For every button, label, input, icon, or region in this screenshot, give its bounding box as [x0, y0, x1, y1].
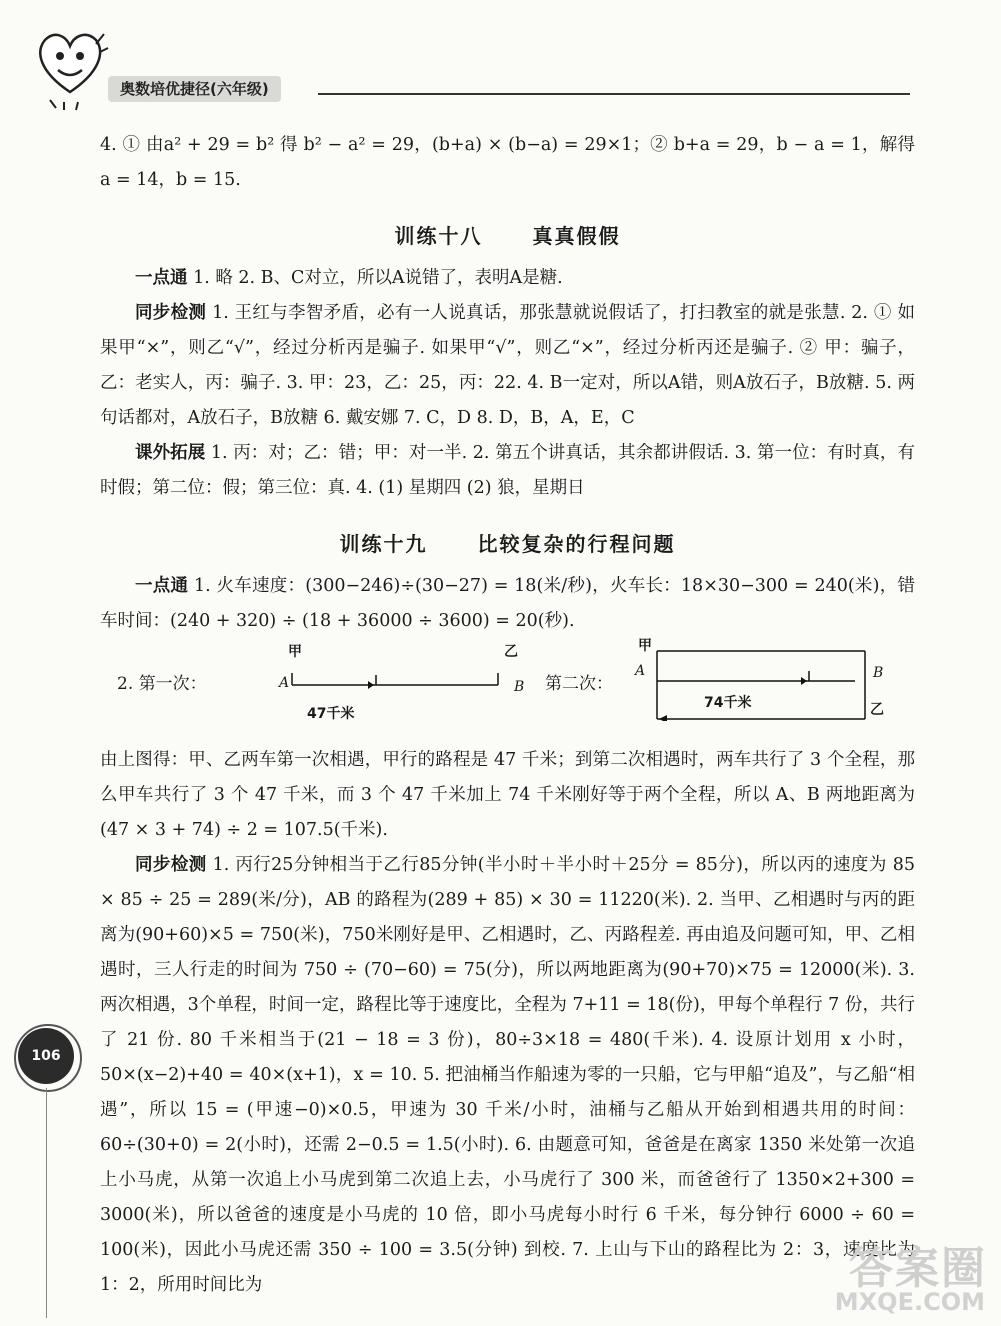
s18-text-1: 1. 略 2. B、C对立，所以A说错了，表明A是糖.: [187, 268, 563, 288]
section-19-number: 训练十九: [339, 532, 428, 556]
s19-text-3: 1. 丙行25分钟相当于乙行85分钟(半小时＋半小时＋25分 = 85分)，所以丙的速度为 85 × 85 ÷ 25 = 289(米/分)，AB 的路程为(289 + 85) × 30 = 11220(米). 2. 当甲、乙相遇时与丙的距离为(90+60)×5 = 750(米)，750米刚好是甲、乙相遇时，乙、丙路程差. 再由追及问题可知，甲、乙相遇时，三人行走的时间为 750 ÷ (70−60) = 75(分)，所以两地距离为(90+70)×75 = 12000(米). 3. 两次相遇，3个单程，时间一定，路程比等于速度比，全程为 7+11 = 18(份)，甲每个单程行 7 份，共行了 21 份. 80 千米相当于(21 − 18 = 3 份)，80÷3×18 = 480(千米). 4. 设原计划用 x 小时，50×(x−2)+40 = 40×(x+1)，x = 10. 5. 把油桶当作船速为零的一只船，它与甲船“追及”，与乙船“相遇”，所以 15 = (甲速−0)×0.5，甲速为 30 千米/小时，油桶与乙船从开始到相遇共用的时间：60÷(30+0) = 2(小时)，还需 2−0.5 = 1.5(小时). 6. 由题意可知，爸爸是在离家 1350 米处第一次追上小马虎，从第一次追上小马虎到第二次追上去，小马虎行了 300 米，而爸爸行了 1350×2+300 = 3000(米)，所以爸爸的速度是小马虎的 10 倍，即小马虎每小时行 6 千米，每分钟行 6000 ÷ 60 = 100(米)，因此小马虎还需 350 ÷ 100 = 3.5(分钟) 到校. 7. 上山与下山的路程比为 2：3，速度比为 1：2，所用时间比为: [100, 855, 916, 1295]
s18-text-3: 1. 丙：对；乙：错；甲：对一半. 2. 第五个讲真话，其余都讲假话. 3. 第一位：有时真，有时假；第二位：假；第三位：真. 4. (1) 星期四 (2) 狼，星期日: [100, 443, 915, 498]
heart-mascot-icon: [30, 22, 110, 112]
meeting-diagram: [100, 638, 915, 741]
book-title-tag: 奥数培优捷径(六年级): [108, 76, 281, 102]
s19-paragraph-2: 由上图得：甲、乙两车第一次相遇，甲行的路程是 47 千米；到第二次相遇时，两车共行了 3 个全程，那么甲车共行了 3 个 47 千米，而 3 个 47 千米加上 74 千米刚好等于两个全程，所以 A、B 两地距离为(47 × 3 + 74) ÷ 2 = 107.5(千米).: [100, 750, 915, 840]
diagram-second-label: 第二次：: [545, 674, 613, 694]
s18-label-kewai: 课外拓展: [135, 443, 206, 463]
header-rule: [318, 93, 910, 95]
s18-text-2: 1. 王红与李智矛盾，必有一人说真话，那张慧就说假话了，打扫教室的就是张慧. 2. ① 如果甲“×”，则乙“√”，经过分析丙是骗子. 如果甲“√”，则乙“×”，经过分析丙还是骗子. ② 甲：骗子，乙：老实人，丙：骗子. 3. 甲：23，乙：25，丙：22. 4. B一定对，所以A错，则A放石子，B放糖. 5. 两句话都对，A放石子，B放糖 6. 戴安娜 7. C，D 8. D，B，A，E，C: [100, 303, 915, 428]
diagram2-distance-label: 74千米: [704, 695, 752, 711]
watermark-url: MXQE.COM: [834, 1288, 985, 1316]
diagram1-b-label: B: [514, 679, 525, 695]
s19-label-yidiantong: 一点通: [135, 576, 189, 596]
diagram1-distance-label: 47千米: [307, 706, 355, 722]
s19-text-1: 1. 火车速度：(300−246)÷(30−27) = 18(米/秒)，火车长：18×30−300 = 240(米)，错车时间：(240 + 320) ÷ (18 + 36000 ÷ 3600) = 20(秒).: [100, 576, 915, 631]
diagram2-line: [655, 645, 870, 721]
section-18-name: 真真假假: [532, 224, 621, 248]
s19-paragraph-1: [100, 569, 915, 639]
s19-label-tongbu: 同步检测: [135, 855, 207, 875]
diagram-first-label: 2. 第一次：: [117, 674, 207, 694]
diagram2-b-label: B: [873, 665, 884, 681]
watermark-logo: 答案圈: [849, 1243, 987, 1294]
diagram2-yi-label: 乙: [870, 702, 884, 718]
s18-paragraph-1: [100, 261, 915, 296]
diagram1-line: [290, 665, 510, 701]
page-header: [0, 0, 1001, 110]
section-18-title: [100, 220, 915, 249]
diagram2-jia-label: 甲: [638, 638, 652, 654]
s18-label-tongbu: 同步检测: [135, 303, 207, 323]
section-19-title: [100, 528, 915, 557]
diagram1-a-label: A: [279, 675, 290, 691]
intro-paragraph: 4. ① 由a² + 29 = b² 得 b² − a² = 29，(b+a) × (b−a) = 29×1；② b+a = 29，b − a = 1，解得 a = 14，b = 15.: [100, 135, 915, 190]
section-19-name: 比较复杂的行程问题: [477, 532, 676, 556]
page-number: 106: [18, 1028, 74, 1084]
section-18-number: 训练十八: [394, 224, 483, 248]
s19-paragraph-3: [100, 848, 915, 1303]
answer-content: [100, 128, 915, 1303]
diagram1-yi-label: 乙: [504, 644, 518, 660]
s18-paragraph-3: [100, 436, 915, 506]
s18-paragraph-2: [100, 296, 915, 436]
s18-label-yidiantong: 一点通: [135, 268, 188, 288]
diagram1-jia-label: 甲: [288, 644, 302, 660]
margin-rule: [46, 1088, 47, 1318]
diagram2-a-label: A: [635, 663, 646, 679]
